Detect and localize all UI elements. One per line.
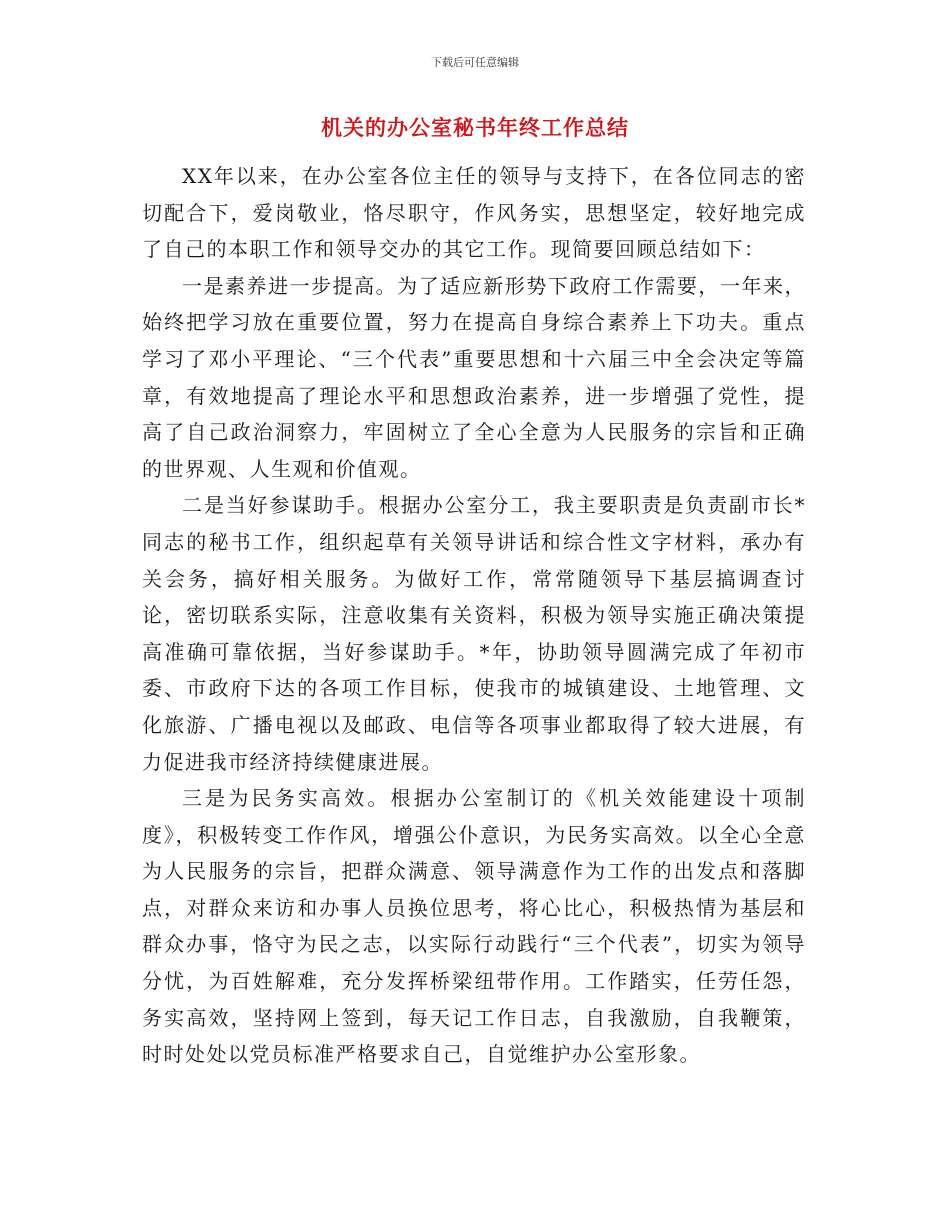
document-body (142, 158, 806, 1073)
document-title: 机关的办公室秘书年终工作总结 (321, 116, 629, 140)
paragraph-assistant: 二是当好参谋助手。根据办公室分工，我主要职责是负责副市长*同志的秘书工作，组织起草有关领导讲话和综合性文字材料，承办有关会务，搞好相关服务。为做好工作，常常随领导下基层搞调查讨论，密切联系实际，注意收集有关资料，积极为领导实施正确决策提高准确可靠依据，当好参谋助手。*年，协助领导圆满完成了年初市委、市政府下达的各项工作目标，使我市的城镇建设、土地管理、文化旅游、广播电视以及邮政、电信等各项事业都取得了较大进展，有力促进我市经济持续健康进展。 (142, 493, 806, 774)
paragraph-intro: XX年以来，在办公室各位主任的领导与支持下，在各位同志的密切配合下，爱岗敬业，恪尽职守，作风务实，思想坚定，较好地完成了自己的本职工作和领导交办的其它工作。现简要回顾总结如下： (142, 164, 806, 262)
page-header-note: 下载后可任意编辑 (431, 56, 519, 69)
paragraph-service: 三是为民务实高效。根据办公室制订的《机关效能建设十项制度》，积极转变工作作风，增强公仆意识，为民务实高效。以全心全意为人民服务的宗旨，把群众满意、领导满意作为工作的出发点和落脚点，对群众来访和办事人员换位思考，将心比心，积极热情为基层和群众办事，恪守为民之志，以实际行动践行“三个代表”，切实为领导分忧，为百姓解难，充分发挥桥梁纽带作用。工作踏实，任劳任怨，务实高效，坚持网上签到，每天记工作日志，自我激励，自我鞭策，时时处处以党员标准严格要求自己，自觉维护办公室形象。 (142, 786, 806, 1067)
paragraph-quality: 一是素养进一步提高。为了适应新形势下政府工作需要，一年来，始终把学习放在重要位置，努力在提高自身综合素养上下功夫。重点学习了邓小平理论、“三个代表”重要思想和十六届三中全会决定等篇章，有效地提高了理论水平和思想政治素养，进一步增强了党性，提高了自己政治洞察力，牢固树立了全心全意为人民服务的宗旨和正确的世界观、人生观和价值观。 (142, 273, 806, 481)
